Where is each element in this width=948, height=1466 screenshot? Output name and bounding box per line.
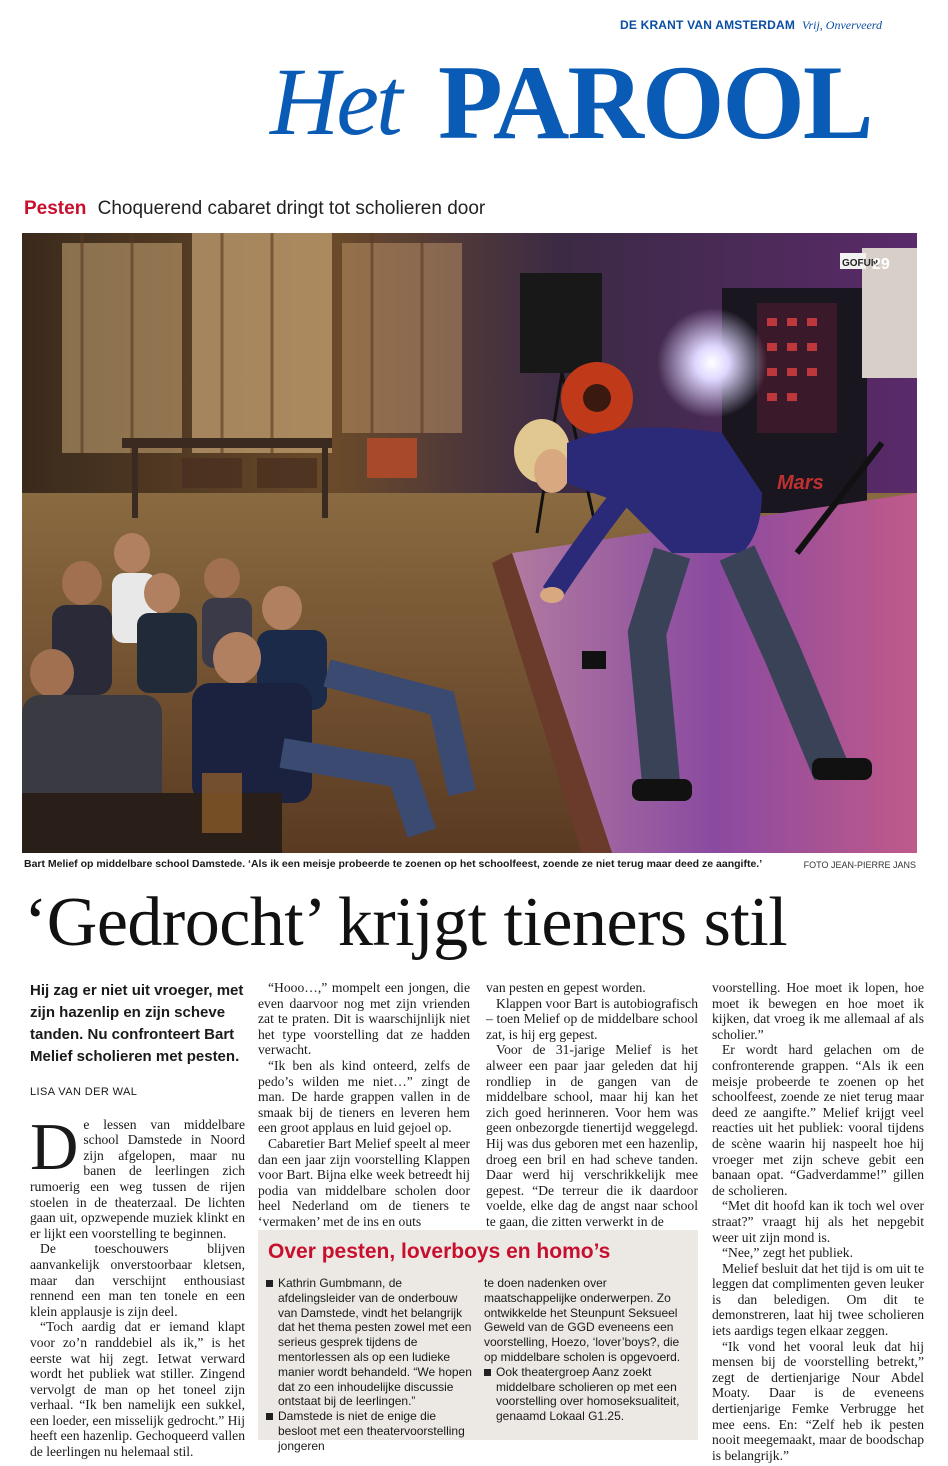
logo-het: Het xyxy=(270,48,400,155)
paragraph: “Ik vond het vooral leuk dat hij mensen bij de voorstelling betrekt,” zegt de dertienjarige Nour Abdel Moaty. Daar is de eveneens dertienjarige Femke Verbrugge het mee eens. En: “Zelf heb ik pesten nooit meegemaakt, maar de boodschap is belangrijk.” xyxy=(712,1338,924,1463)
article-column-2 xyxy=(258,980,470,1230)
info-box-item: Ook theatergroep Aanz zoekt middelbare scholieren op met een voorstelling over homoseksualiteit, genaamd Lokaal G1.25. xyxy=(484,1365,694,1424)
paragraph: Cabaretier Bart Melief speelt al meer dan een jaar zijn voorstelling Klappen voor Bart. Bijna elke week betreedt hij podia van middelbare scholen door heel Nederland om de tieners te ‘vermaken’ met de ins en outs xyxy=(258,1135,470,1229)
sign-number: 29 xyxy=(872,256,890,273)
paragraph: Melief besluit dat het tijd is om uit te leggen dat complimenten geven leuker is dan beledigen. Om dit te demonstreren, laat hij twee scholieren iets aardigs tegen elkaar zeggen. xyxy=(712,1260,924,1339)
info-box xyxy=(258,1230,698,1453)
photo-illustration xyxy=(22,233,917,853)
masthead-tagline xyxy=(620,18,882,33)
paragraph: Voor de 31-jarige Melief is het alweer een paar jaar geleden dat hij rondliep in de gangen van de middelbare school, maar hij kan het zich goed herinneren. Voor hem was geen onbezorgde tienertijd weggelegd. Hij was dus geboren met een hazenlip, droeg een bril en had scheve tanden. Daar werd hij verschrikkelijk mee gepest. “De terreur die ik daardoor voelde, elke dag de angst naar school te gaan, die zitten verwerkt in de xyxy=(486,1042,698,1229)
kicker-label: Pesten xyxy=(24,198,87,219)
caption-lead: Bart Melief op middelbare school Damstede. xyxy=(24,858,246,870)
paragraph: “Hooo…,” mompelt een jongen, die even daarvoor nog met zijn vrienden zat te praten. Dit is waarschijnlijk niet het type voorstelling dat ze hadden verwacht. xyxy=(258,980,470,1058)
paragraph: van pesten en gepest worden. xyxy=(486,980,646,995)
paragraph xyxy=(30,1109,245,1242)
paragraph: Er wordt hard gelachen om de confronterende grappen. “Als ik een meisje probeerde te zoenen op het schoolfeest, zoende ze niet terug maar deed ze aangifte.” Melief krijgt veel reacties uit het publiek: vooral tijdens de scène waarin hij naspeelt hoe hij vroeger met zijn scheve gebit een banaan opat. “Gadverdamme!” gillen de scholieren. xyxy=(712,1042,924,1198)
newspaper-logo xyxy=(270,40,920,160)
paragraph-text: e lessen van middelbare school Damstede in Noord zijn afgelopen, maar nu banen de leerlingen zich rumoerig een weg tussen de rijen stoelen in de theaterzaal. De lichten gaan uit, opzwepende muziek klinkt en er lijkt een voorstelling te beginnen. xyxy=(30,1116,245,1241)
info-box-column-right xyxy=(484,1276,694,1424)
sign-gofun: GOFUN xyxy=(842,258,879,269)
tagline-org: DE KRANT VAN AMSTERDAM xyxy=(619,18,796,32)
paragraph: “Nee,” zegt het publiek. xyxy=(722,1245,853,1261)
info-box-column-left xyxy=(266,1276,476,1454)
paragraph: De toeschouwers blijven aanvankelijk onverstoorbaar kletsen, maar dan verschijnt enthousiast rennend een man ten tonele en een klein applausje is zijn deel. xyxy=(30,1241,245,1319)
paragraph: “Met dit hoofd kan ik toch wel over straat?” vraagt hij als het nepgebit weer uit zijn mond is. xyxy=(712,1198,924,1245)
kicker-title: Choquerend cabaret dringt tot scholieren door xyxy=(97,198,486,219)
info-box-item: Damstede is niet de enige die besloot met een theatervoorstelling jongeren xyxy=(266,1409,476,1453)
logo-parool: PAROOL xyxy=(438,44,872,161)
sign-mars: Mars xyxy=(777,472,824,494)
article-photo xyxy=(22,233,917,853)
photo-credit: FOTO JEAN-PIERRE JANS xyxy=(803,860,916,870)
paragraph: “Ik ben als kind onteerd, zelfs de pedo’s wilden me niet…” zingt de man. De harde grappen vallen in de smaak bij de tieners en leveren hem een groot applaus en luid gejoel op. xyxy=(258,1057,470,1136)
photo-caption xyxy=(24,858,762,870)
article-byline: LISA VAN DER WAL xyxy=(30,1086,138,1098)
paragraph: voorstelling. Hoe moet ik lopen, hoe moet ik bewegen en hoe moet ik kijken, dat vroeg ik me allemaal af als scholier.” xyxy=(712,980,924,1042)
article-intro: Hij zag er niet uit vroeger, met zijn hazenlip en zijn scheve tanden. Nu confronteert Bart Melief scholieren met pesten. xyxy=(30,982,244,1065)
dropcap: D xyxy=(30,1109,79,1184)
info-box-continuation: te doen nadenken over maatschappelijke onderwerpen. Zo ontwikkelde het Steunpunt Seksueel Geweld van de GGD eveneens een voorstelling, Hoezo, ‘lover’boys?, die op middelbare scholen is opgevoerd. xyxy=(484,1276,681,1364)
info-box-title: Over pesten, loverboys en homo’s xyxy=(268,1240,611,1263)
paragraph: “Toch aardig dat er iemand klapt voor zo’n randdebiel als ik,” is het eerste wat hij zegt. Ietwat verward wordt het publiek wat stiller. Zingend vervolgt de man op het toneel zijn verhaal. “Ik ben namelijk een sukkel, een loeder, een misselijk gedrocht.” Hij heeft een hazenlip. Gechoqueerd vallen de leerlingen nu helemaal stil. xyxy=(30,1319,245,1460)
article-headline: ‘Gedrocht’ krijgt tieners stil xyxy=(24,884,788,961)
article-column-4 xyxy=(712,980,924,1463)
caption-quote: ‘Als ik een meisje probeerde te zoenen op het schoolfeest, zoende ze niet terug maar deed ze aangifte.’ xyxy=(245,858,763,870)
tagline-motto: Vrij, Onverveerd xyxy=(802,18,882,32)
article-kicker xyxy=(24,198,485,220)
paragraph: Klappen voor Bart is autobiografisch – toen Melief op de middelbare school zat, is hij erg gepest. xyxy=(486,995,698,1042)
info-box-item: Kathrin Gumbmann, de afdelingsleider van de onderbouw van Damstede, vindt het belangrijk dat het thema pesten zowel met een serieus gesprek tijdens de mentorlessen als op een ludieke manier wordt behandeld. “We hopen dat zo een inhoudelijke discussie ontstaat bij de leerlingen.” xyxy=(266,1276,476,1409)
article-column-1 xyxy=(30,980,245,1460)
article-column-3 xyxy=(486,980,698,1230)
